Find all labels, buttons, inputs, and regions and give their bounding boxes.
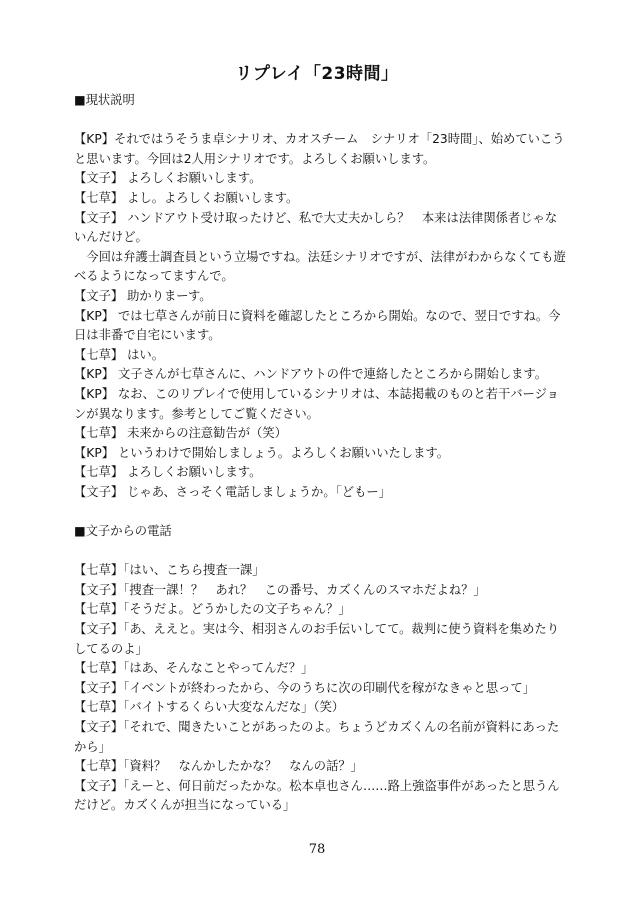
document-body xyxy=(74,91,566,816)
dialogue-line: 【七草】「はい、こちら捜査一課」 xyxy=(74,563,265,578)
dialogue-line: 【七草】「そうだよ。どうかしたの文子ちゃん？」 xyxy=(74,602,351,617)
dialogue-line: 【文子】 よろしくお願いします。 xyxy=(74,171,262,186)
dialogue-line: 【文子】「イベントが終わったから、今のうちに次の印刷代を稼がなきゃと思って」 xyxy=(74,680,536,695)
dialogue-line: 【KP】 というわけで開始しましょう。よろしくお願いいたします。 xyxy=(74,445,450,460)
dialogue-line: 【七草】「バイトするくらい大変なんだな」（笑） xyxy=(74,700,345,715)
dialogue-line: 【文子】 助かりまーす。 xyxy=(74,288,212,303)
dialogue-line: 【七草】 よし。よろしくお願いします。 xyxy=(74,190,299,205)
dialogue-line: 【文子】「それで、聞きたいことがあったのよ。ちょうどカズくんの名前が資料にあったから」 xyxy=(74,720,560,754)
section-heading: ■文子からの電話 xyxy=(74,524,172,539)
dialogue-line: 【文子】「捜査一課！？ あれ？ この番号、カズくんのスマホだよね？」 xyxy=(74,582,486,597)
dialogue-line: 【文子】「えーと、何日前だったかな。松本卓也さん……路上強盗事件があったと思うんだけど。カズくんが担当になっている」 xyxy=(74,778,560,813)
dialogue-line: 【七草】 よろしくお願いします。 xyxy=(74,465,262,480)
section-spacer xyxy=(74,542,566,562)
dialogue-line: 【KP】 文子さんが七草さんに、ハンドアウトの件で連絡したところから開始します。 xyxy=(74,367,548,382)
section-spacer xyxy=(74,502,566,522)
dialogue-line: 【KP】 では七草さんが前日に資料を確認したところから開始。なので、翌日ですね。今日は非番で自宅にいます。 xyxy=(74,308,561,343)
dialogue-line: 【KP】 なお、このリプレイで使用しているシナリオは、本誌掲載のものと若干バージョンが異なります。参考としてご覧ください。 xyxy=(74,386,559,421)
dialogue-line: 【文子】 じゃあ、さっそく電話しましょうか。「どもー」 xyxy=(74,484,391,499)
dialogue-line: 【KP】それではうそうま卓シナリオ、カオスチーム シナリオ「23時間」、始めていこうと思います。今回は2人用シナリオです。よろしくお願いします。 xyxy=(74,132,565,166)
section-spacer xyxy=(74,111,566,131)
dialogue-line: 【七草】 未来からの注意勧告が（笑） xyxy=(74,426,287,441)
dialogue-line: 今回は弁護士調査員という立場ですね。法廷シナリオですが、法律がわからなくても遊べるようになってますんで。 xyxy=(74,249,566,284)
page-title: リプレイ「23時間」 xyxy=(235,64,399,84)
dialogue-line: 【七草】 はい。 xyxy=(74,347,164,362)
section-heading: ■現状説明 xyxy=(74,93,135,107)
dialogue-line: 【文子】「あ、ええと。実は今、相羽さんのお手伝いしてて。裁判に使う資料を集めたりしてるのよ」 xyxy=(74,622,559,656)
dialogue-line: 【七草】「資料？ なんかしたかな？ なんの話？」 xyxy=(74,759,363,774)
page-number: 78 xyxy=(308,842,326,857)
dialogue-line: 【七草】「はあ、そんなことやってんだ？」 xyxy=(74,661,314,676)
dialogue-line: 【文子】 ハンドアウト受け取ったけど、私で大丈夫かしら？ 本来は法律関係者じゃないんだけど。 xyxy=(74,210,558,245)
